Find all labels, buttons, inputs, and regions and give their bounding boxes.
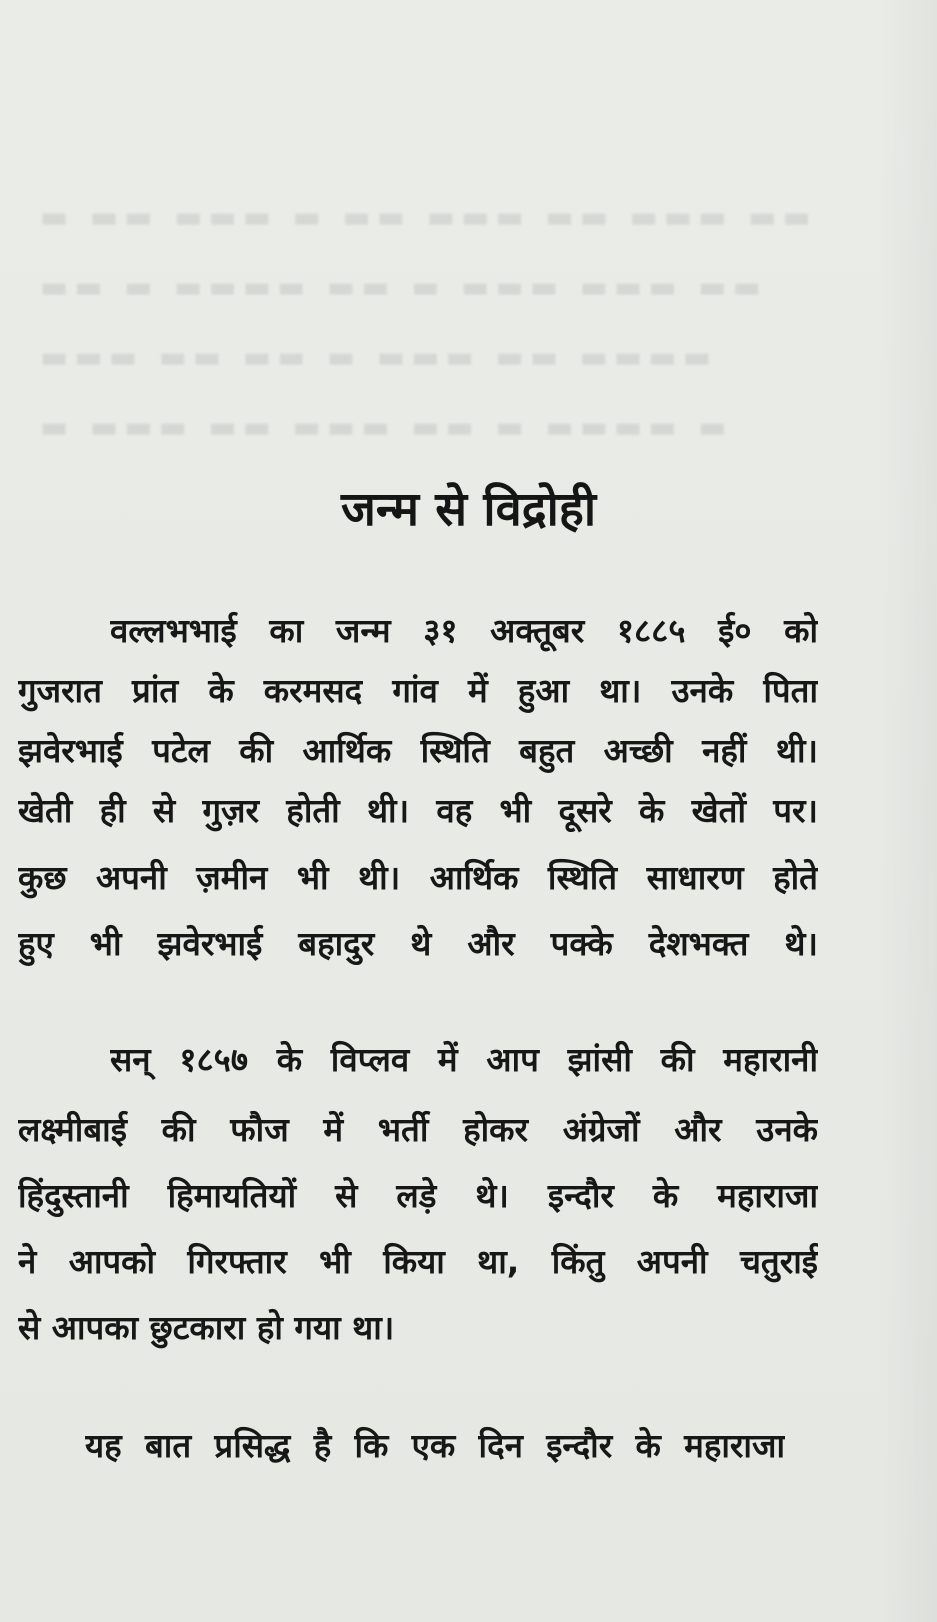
paragraph-1-line: गुजरात प्रांत के करमसद गांव में हुआ था। उनके पिता <box>18 671 818 710</box>
show-through-line: ▬ ▬▬ ▬▬▬ ▬ ▬▬ ▬▬▬ ▬▬ ▬▬▬ ▬▬ <box>40 200 817 235</box>
paragraph-3-line: यह बात प्रसिद्ध है कि एक दिन इन्दौर के महाराजा <box>85 1426 785 1465</box>
paragraph-1-line: हुए भी झवेरभाई बहादुर थे और पक्के देशभक्त थे। <box>18 924 818 963</box>
paragraph-2-line: सन् १८५७ के विप्लव में आप झांसी की महारानी <box>110 1040 818 1079</box>
paragraph-1-line: झवेरभाई पटेल की आर्थिक स्थिति बहुत अच्छी नहीं थी। <box>18 731 818 770</box>
paragraph-1-line: खेती ही से गुज़र होती थी। वह भी दूसरे के खेतों पर। <box>18 791 818 830</box>
paragraph-1-line: वल्लभभाई का जन्म ३१ अक्तूबर १८८५ ई० को <box>110 611 818 650</box>
page-edge-shadow <box>877 0 937 1622</box>
chapter-title: जन्म से विद्रोही <box>341 482 596 537</box>
show-through-line: ▬ ▬▬▬ ▬▬ ▬▬▬ ▬▬ ▬ ▬▬▬▬ ▬ <box>40 410 733 445</box>
show-through-line: ▬▬ ▬ ▬▬▬▬ ▬▬ ▬ ▬▬▬ ▬▬▬ ▬▬ <box>40 270 767 305</box>
paragraph-1-line: कुछ अपनी ज़मीन भी थी। आर्थिक स्थिति साधारण होते <box>18 858 818 897</box>
paragraph-2-line: ने आपको गिरफ्तार भी किया था, किंतु अपनी चतुराई <box>18 1242 818 1281</box>
show-through-line: ▬▬▬ ▬▬ ▬▬ ▬ ▬▬▬ ▬▬ ▬▬▬▬ <box>40 340 718 375</box>
paragraph-2-line: हिंदुस्तानी हिमायतियों से लड़े थे। इन्दौर के महाराजा <box>18 1176 818 1215</box>
paragraph-2-line: लक्ष्मीबाई की फौज में भर्ती होकर अंग्रेजों और उनके <box>18 1110 818 1149</box>
paragraph-2-line: से आपका छुटकारा हो गया था। <box>18 1308 395 1347</box>
